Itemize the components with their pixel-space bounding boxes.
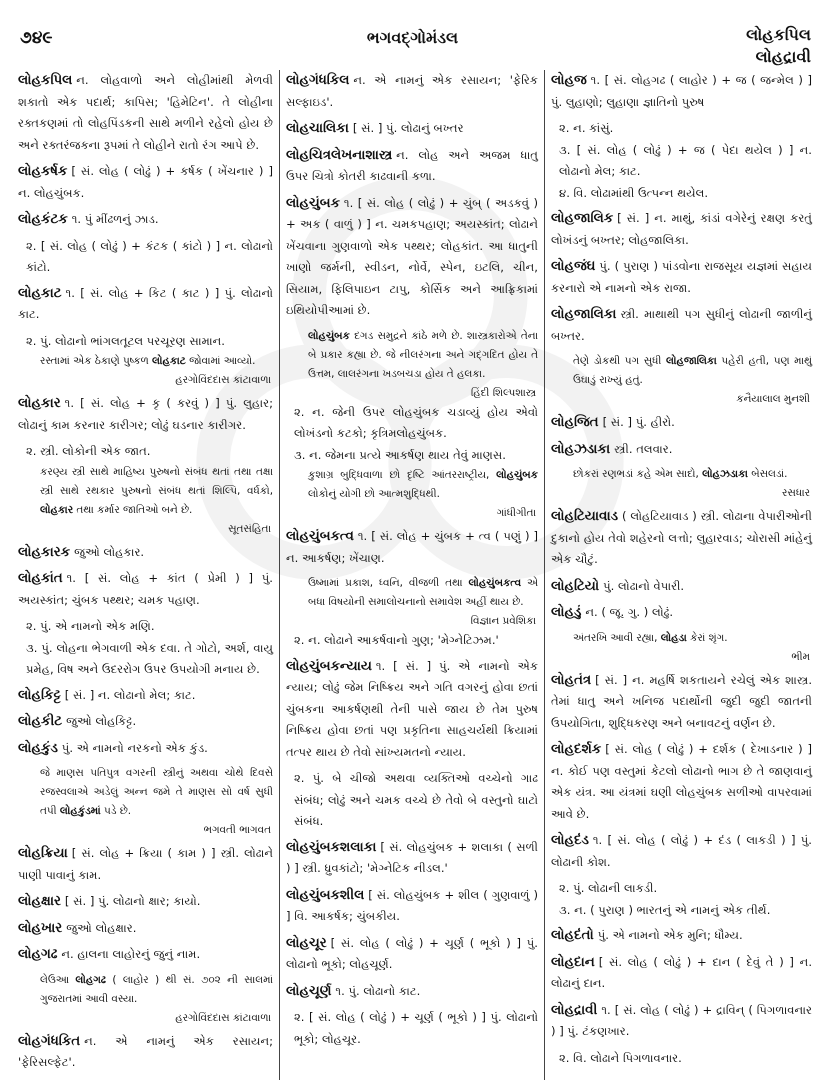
dictionary-entry [286, 526, 538, 652]
dictionary-entry [286, 70, 538, 113]
entry-line [18, 542, 273, 564]
quote-source: કનૈયાલાલ મુનશી [736, 393, 810, 405]
headword: લોહચુંબક [286, 195, 340, 211]
definition: ૧. [ સં. લોહ + કાંત ( પ્રેમી ) ] પું. અયસ્કાંત; ચુંબક પથ્થર; ચમક પહાણ. [18, 571, 273, 607]
quote-text: કેરાં શૃંગ. [686, 631, 728, 644]
entry-line [18, 161, 273, 204]
entry-line [18, 891, 273, 913]
quote-highlight: લોહગઢ [75, 973, 106, 986]
dictionary-entry [18, 944, 273, 1027]
definition: ન. લોહ અને અજમ ધાતુ ઉપર ચિત્રો કોતરી કાઢવાની કળા. [286, 147, 538, 183]
quote-text: તેણે ડોકથી પગ સુધી [573, 355, 666, 367]
definition: ૧. [ સં. લોહ ( લોઢું ) + દંડ ( લાકડી ) ] પું. લોઢાની કોશ. [551, 833, 812, 869]
headword: લોહકાટ [18, 285, 62, 301]
entry-line [551, 952, 812, 995]
sense-line: ૨. ન. લોઢાને આકર્ષવાનો ગુણ; 'મેગ્નેટિઝમ.' [294, 633, 499, 647]
headword: લોહચાલિકા [286, 121, 349, 136]
dictionary-entry [18, 918, 273, 940]
quote-source: ભગવતી ભાગવત [203, 824, 271, 836]
entry-line [286, 193, 538, 322]
dictionary-entry [18, 711, 273, 733]
page-header [0, 24, 825, 70]
quote-text: પહેરી હતી, પણ માથું ઉઘાડું રાખ્યું હતું. [573, 355, 812, 386]
quote-text: એ બધા વિષયોની સમાલોચનાનો સમાવેશ અહીં થાય છે. [308, 577, 538, 608]
sense-line: ૪. વિ. લોઢામાંથી ઉત્પન્ન થયેલ. [559, 185, 709, 200]
quote-text: તથા કર્માર જાતિઓ બને છે. [73, 503, 193, 516]
quote-highlight: લોહઝડાકા [702, 468, 748, 480]
dictionary-entry [286, 145, 538, 188]
entry-line [18, 738, 273, 760]
quote-text: છોકરાં રણભડાં કહે એમ સાદો, [573, 468, 703, 480]
definition: [ સં. લોહ ( લોઢું ) + દાન ( દેવું તે ) ] ન. લોઢાનું દાન. [551, 954, 812, 990]
headword: લોહક્રિયા [18, 846, 68, 861]
headword: લોહટિયો [551, 578, 600, 594]
headword: લોહચુંબકશીલ [286, 887, 365, 903]
definition: ન. એ નામનું એક રસાયન; 'ફેરિક સલ્ફાઇડ'. [286, 73, 538, 109]
quote-text: કુશાગ્ર બુદ્ધિવાળા છો દૃષ્ટિ આંતરરાષ્ટ્રીય, [308, 469, 497, 481]
entry-line [286, 837, 538, 880]
quote-text: લોકોનું યોગી છો આત્મશુદ્ધિથી. [308, 488, 440, 500]
definition: જુઓ લોહક્ષાર. [66, 920, 137, 935]
guide-word-first: લોહકપિલ [746, 25, 811, 44]
definition: ૧. [ સં. લોહગઢ ( લાહોર ) + જ ( જન્મેલ ) ] પું. લુહાણો; લુહાણા જ્ઞાતિનો પુરુષ [551, 73, 812, 109]
usage-quote [18, 352, 273, 371]
definition: ૧. [ સં. લોહ ( લોઢું ) + ચુંબ્ ( અડકવું ) + અક ( વાળું ) ] ન. ચમકપહાણ; અયસ્કાંત; લોઢાને ખેંચવાના ગુણવાળો એક પથ્થર; લોહકાંત. આ ધાતુની ખાણો જર્મની, સ્વીડન, નોર્વે, સ્પેન, ઇટલિ, ચીન, સિયામ, ફિલિપાઇન ટાપુ, કોર્સિક અને આફ્રિકામાં ઇથિયોપીઆમાં છે. [286, 195, 538, 317]
headword: લોહક્ષાર [18, 894, 61, 909]
definition: પું. લોઢાનો વેપારી. [603, 578, 685, 593]
sense-line: ૨. પું. એ નામનો એક મણિ. [26, 619, 155, 633]
usage-quote [551, 352, 812, 390]
entry-line [551, 439, 812, 461]
dictionary-entry [18, 685, 273, 707]
sense-line: ૨. ન. જેની ઉપર લોહચુંબક ચડાવ્યું હોય એવો લોખંડનો કટકો; કૃત્રિમલોહચુંબક. [294, 404, 538, 440]
entry-line [551, 70, 812, 113]
dictionary-entry [286, 193, 538, 523]
entry-line [551, 304, 812, 347]
entry-line [18, 843, 273, 886]
entry-line [18, 1031, 273, 1074]
definition: [ સં. લોહ ( લોઢું ) + ચૂર્ણ ( ભૂકો ) ] પું. લોઢાનો ભૂકો; લોહચૂર્ણ. [286, 935, 538, 971]
sense-line: ૨. વિ. લોઢાને પિગળાવનાર. [559, 1050, 682, 1065]
quote-text: રસ્તામાં એક ઠેકાણે પુષ્કળ [40, 355, 153, 367]
quote-text: જોવામાં આવ્યો. [185, 355, 256, 367]
usage-quote [286, 466, 538, 504]
sense-line: ૩. [ સં. લોહ ( લોઢું ) + જ ( પેદા થયેલ ) ] ન. લોઢાનો મેલ; કાટ. [559, 142, 812, 178]
entry-line [551, 670, 812, 735]
quote-source: હરગોવિંદદાસ કાંટાવાળા [175, 374, 271, 386]
entry-line [551, 1000, 812, 1043]
dictionary-entry [286, 656, 538, 833]
headword: લોહકિટ્ટ [18, 687, 61, 703]
entry-line [551, 830, 812, 873]
usage-quote [286, 327, 538, 384]
definition: [ સં. ] પું. લોઢાનું બખ્તર [352, 121, 464, 135]
dictionary-columns [12, 70, 818, 1080]
dictionary-entry [18, 283, 273, 390]
dictionary-entry [551, 830, 812, 921]
dictionary-entry [551, 952, 812, 995]
headword: લોહકપિલ [18, 73, 73, 88]
definition: [ સં. લોહ ( લોઢું ) + કર્ષક ( ખેંચનાર ) ] ન. લોહચુંબક. [18, 164, 273, 200]
dictionary-entry [551, 506, 812, 571]
quote-text: અંતરખિ આવી રહ્યા, [573, 631, 661, 644]
definition: [ સં. લોહચુંબક + શીલ ( ગુણવાળું ) ] વિ. આકર્ષક; ચુંબકીય. [286, 887, 538, 923]
dictionary-entry [551, 70, 812, 204]
sense-line: ૨. [ સં. લોહ ( લોઢું ) + ચૂર્ણ ( ભૂકો ) ] પું. લોઢાનો ભૂકો; લોહચૂર. [294, 1010, 538, 1046]
dictionary-entry [551, 304, 812, 408]
headword: લોહચુંબકશલાકા [286, 839, 377, 855]
headword: લોહકીટ [18, 714, 63, 729]
entry-line [286, 656, 538, 764]
quote-highlight: લોહકાર [40, 503, 74, 516]
headword: લોહગંધકિત [18, 1033, 81, 1049]
headword: લોહકાંત [18, 571, 63, 586]
dictionary-entry [551, 256, 812, 299]
entry-line [551, 208, 812, 251]
definition: [ સં. ] પું. હીરો. [602, 415, 675, 429]
headword: લોહચુંબકત્વ [286, 529, 354, 544]
entry-line [18, 283, 273, 326]
dictionary-entry [18, 568, 273, 681]
dictionary-entry [18, 738, 273, 840]
definition: ન. એ નામનું એક રસાયન; 'ફેરિસલ્ફેટ'. [18, 1033, 273, 1069]
running-title: ભગવદ્ગોમંડલ [366, 28, 459, 47]
quote-source: ભીમ [791, 650, 810, 663]
dictionary-entry [18, 161, 273, 204]
headword: લોહકુંડ [18, 740, 58, 756]
dictionary-entry [286, 933, 538, 976]
headword: લોહદ્રાવી [551, 1002, 598, 1018]
definition: પું. એ નામનો નરકનો એક કુંડ. [61, 740, 208, 755]
dictionary-entry [551, 670, 812, 735]
headword: લોહજાલિકા [551, 307, 617, 322]
entry-line [551, 602, 812, 624]
quote-highlight: લોહકુંડમાં [59, 805, 101, 817]
dictionary-entry [18, 209, 273, 279]
dictionary-entry [551, 739, 812, 825]
quote-source: રસધાર [782, 487, 810, 499]
definition: ન. ( જૂ. ગુ. ) લોઢું. [585, 605, 674, 619]
headword: લોહચૂર [286, 935, 327, 951]
headword: લોહગઢ [18, 947, 58, 962]
quote-source: હરગોવિંદદાસ કાંટાવાળા [175, 1011, 271, 1024]
definition: [ સં. લોહ ( લોઢું ) + દર્શક ( દેખાડનાર ) ] ન. કોઈ પણ વસ્તુમાં કેટલો લોઢાનો ભાગ છે તે જાણવાનું એક યંત્ર. આ યંત્રમાં ઘણી લોહચુંબક સળીઓ વાપરવામાં આવે છે. [551, 742, 812, 821]
definition: સ્ત્રી. માથાથી પગ સુધીનું લોઢાની જાળીનું બખ્તર. [551, 307, 812, 343]
sense-line: ૨. પું. બે ચીજો અથવા વ્યક્તિઓ વચ્ચેનો ગાઢ સંબંધ; લોઢું અને ચમક વચ્ચે છે તેવો બે વસ્તુનો ઘાટો સંબંધ. [294, 771, 538, 828]
headword: લોહકર્ષક [18, 164, 68, 179]
headword: લોહઝડાકા [551, 441, 611, 457]
dictionary-entry [551, 925, 812, 947]
entry-line [18, 393, 273, 436]
quote-highlight: લોહચુંબકત્વ [468, 577, 522, 589]
definition: ( લોહટિયાવાડ ) સ્ત્રી. લોઢાના વેપારીઓની દુકાનો હોય તેવો શહેરનો લત્તો; લુહારવાડ; ચોરાસી માંહેનું એક ચૌટું. [551, 509, 812, 566]
headword: લોહજંઘ [551, 259, 596, 274]
entry-line [18, 209, 273, 231]
headword: લોહદાન [551, 954, 595, 970]
quote-text: દગડ સમુદ્રને કાંઠે મળે છે. શાસ્ત્રકારોએ તેના બે પ્રકાર કહ્યા છે. જે નીલરંગના અને ગદ્ગદિત હોય તે ઉત્તમ, લાલરંગના ખડબચડા હોય તે હલકા. [308, 329, 538, 380]
entry-line [551, 506, 812, 571]
quote-highlight: લોહકાટ [152, 355, 186, 367]
dictionary-entry [551, 208, 812, 251]
guide-words [746, 24, 811, 68]
dictionary-entry [18, 542, 273, 564]
headword: લોહચુંબકન્યાય [286, 658, 372, 674]
dictionary-entry [286, 837, 538, 880]
dictionary-entry [18, 70, 273, 156]
definition: ૧. [ સં. લોહ + કિટ ( કાટ ) ] પું. લોઢાનો કાટ. [18, 285, 273, 321]
headword: લોહચૂર્ણ [286, 983, 332, 999]
quote-highlight: લોહચુંબક [308, 329, 350, 342]
definition: [ સં. લોહ + ક્રિયા ( કામ ) ] સ્ત્રી. લોઢાને પાણી પાવાનું કામ. [18, 846, 273, 882]
dictionary-entry [551, 576, 812, 598]
quote-text: પડે છે. [100, 805, 132, 817]
dictionary-entry [286, 885, 538, 928]
sense-line: ૨. [ સં. લોહ ( લોઢું ) + કંટક ( કાંટો ) ] ન. લોઢાનો કાંટો. [26, 238, 273, 274]
definition: [ સં. ] ન. મહર્ષિ શકતાયને રચેલું એક શાસ્ત્ર. તેમાં ધાતુ અને ખનિજ પદાર્થોની જુદી જુદી જાતની ઉપયોગિતા, શુદ્ધિકરણ અને બનાવટનું વર્ણન છે. [551, 672, 812, 730]
quote-source: ગાંધીગીતા [496, 507, 536, 519]
definition: જુઓ લોહકિટ્ટ. [66, 714, 137, 728]
quote-text: ( લાહોર ) થી સં. ૭૦૨ ની સાલમાં ગુજરાતમાં આવી વસ્યા. [40, 973, 274, 1005]
quote-source: હિંદી શિલ્પશાસ્ત્ર [470, 386, 536, 399]
definition: ૧. [ સં. ] પું. એ નામનો એક ન્યાય; લોઢું જેમ નિષ્ક્રિય અને ગતિ વગરનું હોવા છતાં ચુંબકના આકર્ષણથી તેની પાસે જાય છે તેમ પુરુષ નિષ્ક્રિય હોવા છતાં પણ પ્રકૃતિના સાહચર્યથી ક્રિયામાં તત્પર થાય છે તેવો સાંખ્યમતનો ન્યાય. [286, 658, 538, 759]
definition: સ્ત્રી. તલવાર. [614, 441, 673, 456]
dictionary-entry [286, 981, 538, 1051]
headword: લોહકારક [18, 544, 71, 560]
sense-line: ૨. ન. કાંસું. [559, 121, 614, 135]
entry-line [18, 70, 273, 156]
definition: ન. હાલના લાહોરનું જુનું નામ. [61, 947, 201, 961]
entry-line [286, 145, 538, 188]
sense-line: ૩. ન. ( પુરાણ ) ભારતનું એ નામનું એક તીર્થ. [559, 902, 771, 917]
entry-line [18, 944, 273, 966]
headword: લોહકાર [18, 396, 61, 411]
headword: લોહદંતો [551, 928, 594, 943]
sense-line: ૩. ન. જેમના પ્રત્યે આકર્ષણ થાય તેવું માણસ. [294, 447, 506, 462]
usage-quote [18, 764, 273, 821]
entry-line [286, 118, 538, 140]
quote-highlight: લોહચુંબક [496, 469, 538, 481]
entry-line [551, 576, 812, 598]
entry-line [551, 739, 812, 825]
entry-line [551, 925, 812, 947]
quote-text: ઉષ્મામાં પ્રકાશ, ધ્વનિ, વીજળી તથા [308, 577, 469, 589]
definition: ૧. [ સં. લોહ + ચુંબક + ત્વ ( પણું ) ] ન. આકર્ષણ; ખેંચાણ. [286, 529, 538, 565]
definition: [ સં. લોહચુંબક + શલાકા ( સળી ) ] સ્ત્રી. ધ્રુવકાંટો; 'મેગ્નેટિક નીડલ.' [286, 839, 538, 875]
usage-quote [18, 463, 273, 520]
definition: ૧. [ સં. લોહ ( લોઢું ) + દ્રાવિન્ ( પિગળાવનાર ) ] પું. ટંકણખાર. [551, 1002, 812, 1038]
headword: લોહગંધકિલ [286, 73, 350, 88]
definition: જુઓ લોહકાર. [74, 544, 145, 559]
usage-quote [551, 629, 812, 648]
quote-text: કરણ્ય સ્ત્રી સાથે માહિષ્ય પુરુષનો સંબંધ થતાં તથા તક્ષા સ્ત્રી સાથે રથકાર પુરુષનો સંબંધ થતાં શિલ્પિ, વર્ધકો, [40, 465, 273, 497]
entry-line [551, 256, 812, 299]
sense-line: ૨. પું. લોઢાનો ભાંગલતૂટલ પરચૂરણ સામાન. [26, 333, 225, 348]
sense-line: ૨. પું. લોઢાની લાકડી. [559, 881, 658, 895]
column-1 [12, 70, 279, 1080]
column-2 [279, 70, 545, 1080]
usage-quote [286, 574, 538, 612]
quote-text: લેઉઆ [40, 973, 76, 986]
quote-highlight: લોહજાલિકા [666, 355, 717, 367]
headword: લોહદર્શક [551, 742, 602, 757]
entry-line [18, 711, 273, 733]
dictionary-entry [551, 602, 812, 666]
definition: પું. ( પુરાણ ) પાંડવોના રાજસૂય યજ્ઞમાં સહાય કરનારો એ નામનો એક રાજા. [551, 259, 812, 295]
quote-text: બેસલડાં. [747, 468, 788, 480]
dictionary-entry [551, 1000, 812, 1070]
headword: લોહજ [551, 73, 587, 88]
entry-line [286, 526, 538, 569]
headword: લોહકંટક [18, 212, 68, 227]
quote-highlight: લોહડા [660, 631, 687, 644]
entry-line [286, 981, 538, 1003]
sense-line: ૨. સ્ત્રી. લોકોની એક જાત. [26, 444, 151, 458]
usage-quote [18, 971, 273, 1009]
definition: [ સં. ] પું. લોઢાનો ક્ષાર; કાયો. [64, 894, 201, 908]
entry-line [286, 70, 538, 113]
headword: લોહજાલિક [551, 211, 614, 226]
quote-text: જે માણસ પતિપુત્ર વગરની સ્ત્રીનું અથવા ચોથે દિવસે રજસ્વલાએ અડેલું અન્ન જમે તે માણસ સો વર્ષ સુધી તપી [40, 767, 273, 817]
headword: લોહદંડ [551, 833, 589, 848]
headword: લોહચિત્રલેખનાશાસ્ત્ર [286, 147, 393, 163]
definition: ૧. પું મીંઢળનું ઝાડ. [71, 212, 159, 226]
column-3 [545, 70, 818, 1080]
dictionary-entry [18, 843, 273, 886]
headword: લોહડું [551, 605, 582, 620]
entry-line [18, 568, 273, 611]
guide-word-last: લોહદ્રાવી [755, 47, 811, 66]
entry-line [18, 685, 273, 707]
usage-quote [551, 465, 812, 484]
dictionary-entry [18, 1031, 273, 1074]
dictionary-entry [551, 412, 812, 434]
headword: લોહટિયાવાડ [551, 509, 619, 524]
quote-source: વિજ્ઞાન પ્રવેશિકા [470, 615, 536, 627]
page-number: ૭૪૯ [20, 28, 53, 48]
headword: લોહજિત [551, 415, 599, 430]
definition: [ સં. ] ન. માથું, કાંડાં વગેરેનું રક્ષણ કરતું લોખંડનું બખ્તર; લોહજાલિકા. [551, 211, 812, 247]
definition: ન. લોહવાળો અને લોહીમાંથી મેળવી શકાતો એક પદાર્થ; કાપિસ; 'હિમેટિન'. તે લોહીના રક્તકણમાં તો લોહપિંડકની સાથે મળીને રહેલો હોય છે અને રક્તરંજકના રૂપમાં તે લોહીને રાતો રંગ આપે છે. [18, 73, 273, 152]
headword: લોહખાર [18, 920, 63, 936]
sense-line: ૩. પું. લોહના ભેગવાળી એક દવા. તે ગોટો, અર્શ, વાયુ પ્રમેહ, વિષ અને ઉદરરોગ ઉપર ઉપયોગી મનાય છે. [26, 640, 273, 676]
entry-line [286, 885, 538, 928]
definition: [ સં. ] ન. લોઢાનો મેલ; કાટ. [64, 687, 196, 702]
dictionary-entry [18, 891, 273, 913]
dictionary-entry [551, 439, 812, 503]
quote-source: સૂતસંહિતા [228, 522, 271, 535]
definition: ૧. પું. લોઢાનો કાટ. [335, 983, 421, 998]
dictionary-entry [18, 393, 273, 538]
definition: ૧. [ સં. લોહ + કૃ ( કરવું ) ] પું. લુહાર; લોઢાનું કામ કરનાર કારીગર; લોઢું ઘડનાર કારીગર. [18, 396, 273, 432]
dictionary-entry [286, 118, 538, 140]
definition: પું. એ નામનો એક મુનિ; ધૌમ્ય. [597, 928, 743, 942]
entry-line [551, 412, 812, 434]
headword: લોહતંત્ર [551, 672, 592, 688]
entry-line [18, 918, 273, 940]
entry-line [286, 933, 538, 976]
